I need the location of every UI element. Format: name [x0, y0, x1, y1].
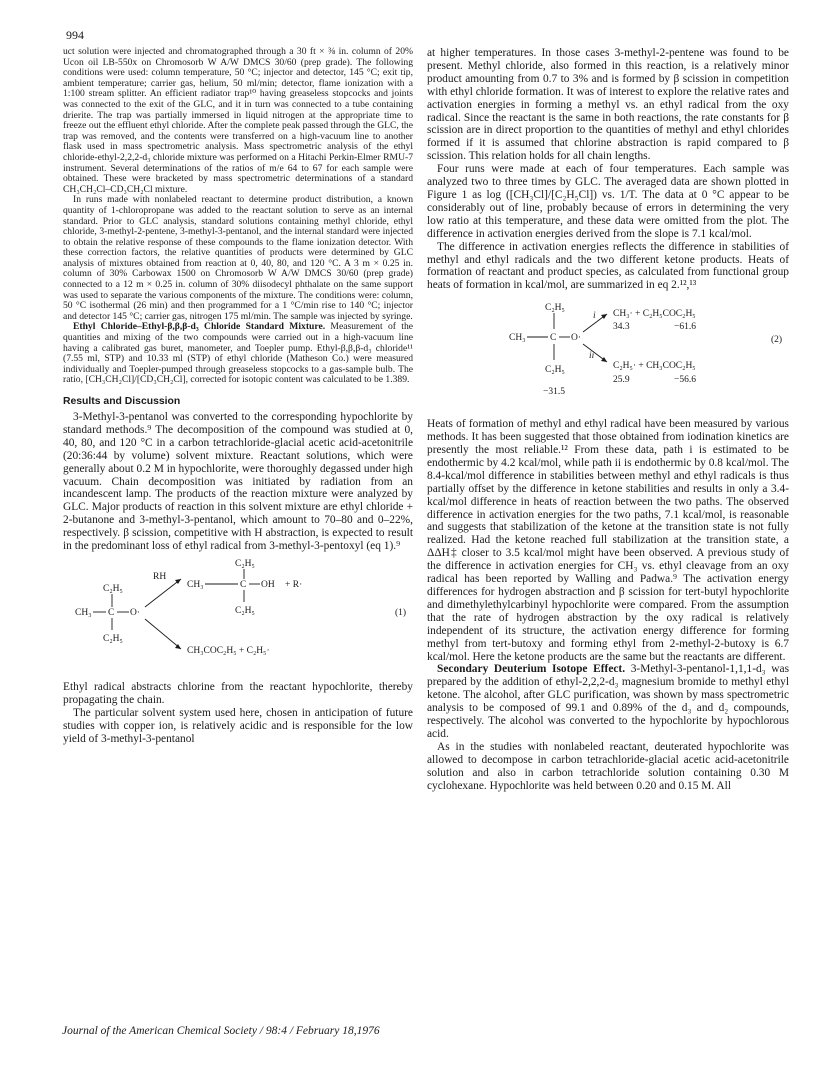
- eq1-rh-label: RH: [153, 571, 167, 582]
- equation-1-scheme: [63, 557, 413, 677]
- eq2-heat-ketone-ii: −56.6: [674, 375, 696, 386]
- eq2-heat-reactant: −31.5: [543, 387, 565, 398]
- eq1-alcohol-ethyl-top: C₂H₅: [235, 558, 255, 569]
- eq1-alcohol-oh: OH: [261, 579, 275, 590]
- experimental-paragraph-3: [63, 322, 413, 386]
- right-paragraph-1: at higher temperatures. In those cases 3-methyl-2-pentene was found to be present. Methyl chloride, also formed in this reaction, is a relatively minor product amounting from 0.7 to 3% and is formed by β scission in competition with ethyl chloride formation. It was of interest to explore the relative rates and activation energies in forming a methyl vs. an ethyl radical from the oxy radical. Since the reactant is the same in both reactions, the rate constants for β scission are in direct proportion to the quantities of methyl and ethyl chlorides formed if it is assumed that chlorine abstraction is rapid compared to β scission. This relation holds for all chain lengths.: [427, 47, 789, 163]
- eq1-alcohol-methyl: CH₃: [187, 579, 204, 590]
- eq2-methyl: CH₃: [509, 333, 526, 344]
- right-paragraph-3: The difference in activation energies reflects the difference in stabilities of methyl and ethyl radicals and the two different ketone products. Heats of formation of reactant and product species, as calculated from functional group heats of formation in kcal/mol, are summarized in eq 2.¹²,¹³: [427, 240, 789, 292]
- equation-2-scheme: [427, 296, 789, 414]
- eq1-alcohol-ethyl-bottom: C₂H₅: [235, 605, 255, 616]
- isotope-effect-text: 3-Methyl-3-pentanol-1,1,1-d₃ was prepared by the addition of ethyl-2,2,2-d₃ magnesium bromide to methyl ethyl ketone. The alcohol, after GLC purification, was shown by mass spectrometric analysis to be composed of 99.1 and 0.89% of the d₃ and d₂ compounds, respectively. The alcohol was converted to the hypochlorite by hypochlorous acid.: [427, 663, 790, 740]
- eq2-ethyl-top: C₂H₅: [545, 303, 565, 314]
- results-paragraph-2: Ethyl radical abstracts chlorine from the reactant hypochlorite, thereby propagating the chain.: [63, 680, 413, 706]
- right-paragraph-6: As in the studies with nonlabeled reactant, deuterated hypochlorite was allowed to decompose in carbon tetrachloride-glacial acetic acid-acetonitrile solution and also in carbon tetrachloride solution containing 0.30 M cyclohexane. Hypochlorite was held between 0.20 and 0.15 M. All: [427, 740, 789, 792]
- standard-mixture-text: Measurement of the quantities and mixing of the two compounds were carried out in a high-vacuum line having a calibrated gas buret, manometer, and Toepler pump. Ethyl-β,β,β-d₃ chloride¹¹ (7.55 ml, STP) and 10.33 ml (STP) of ethyl chloride (Matheson Co.) were measured individually and Toepler-pumped through greaseless stopcocks to a gas-sample bulb. The ratio, [CH₃CH₂Cl]/[CD₃CH₂Cl], corrected for isotopic content was calculated to be 1.389.: [63, 321, 414, 386]
- eq2-oxy-radical: O·: [571, 333, 582, 344]
- experimental-paragraph-2: In runs made with nonlabeled reactant to determine product distribution, a known quantity of 1-chloropropane was added to the reactant solution to serve as an internal standard. Prior to GLC analysis, standard solutions containing methyl chloride, ethyl chloride, 3-methyl-2-pentene, 3-methyl-3-pentanol, and the internal standard were injected to obtain the relative response of these compounds to the flame ionization detector. With these correction factors, the relative quantities of products were determined by GLC analysis of mixtures obtained from reaction at 0, 40, 80, and 120 °C. A 3 m × 0.25 in. column of 30% Carbowax 1500 on Chromosorb W A/W DMCS 30/60 (prep grade) connected to a 12 m × 0.25 in. column of 30% diisodecyl phthalate on the same support was used to separate the various components of the mixture. The conditions were: column, 50 °C isothermal (26 min) and then programmed for a 1 °C/min rise to 140 °C; injector and detector 145 °C; carrier gas, nitrogen 175 ml/min. The sample was injected by syringe.: [63, 194, 413, 322]
- eq2-path-ii-label: ii: [589, 351, 595, 362]
- eq2-path-ii-products: C₂H₅· + CH₃COC₂H₅: [613, 361, 696, 372]
- right-column: [427, 47, 789, 793]
- left-column: [63, 47, 413, 746]
- eq1-ethyl-bottom: C₂H₅: [103, 633, 123, 644]
- right-paragraph-2: Four runs were made at each of four temperatures. Each sample was analyzed two to three times by GLC. The averaged data are shown plotted in Figure 1 as log ([CH₃Cl]/[C₂H₅Cl]) vs. 1/T. The data at 0 °C appear to be considerably out of line, probably because of errors in determining the very low ratio at this temperature, and these data were omitted from the plot. The difference in activation energies derived from the slope is 7.1 kcal/mol.: [427, 163, 789, 240]
- eq2-central-carbon: C: [550, 333, 557, 344]
- eq1-ethyl-top: C₂H₅: [103, 583, 123, 594]
- eq2-path-i-label: i: [593, 311, 596, 322]
- eq1-plus-r-radical: + R·: [285, 579, 303, 590]
- page-number: 994: [66, 28, 84, 42]
- eq2-path-i-products: CH₃· + C₂H₅COC₂H₅: [613, 309, 696, 320]
- equation-1-diagram: [63, 557, 413, 677]
- eq1-oxy-radical: O·: [130, 607, 141, 618]
- standard-mixture-heading: Ethyl Chloride–Ethyl-β,β,β-d₃ Chloride Standard Mixture.: [73, 321, 326, 333]
- results-paragraph-1: 3-Methyl-3-pentanol was converted to the corresponding hypochlorite by standard methods.⁹ The decomposition of the compound was studied at 0, 40, 80, and 120 °C in a carbon tetrachloride-glacial acetic acid-acetonitrile (20:36:44 by volume) solvent mixture. Reactant solutions, which were generally about 0.2 M in hypochlorite, were thoroughly degassed under high vacuum. Chain decomposition was initiated by radiation from an incandescent lamp. The products of the reaction mixture were analyzed by GLC. Major products of reaction in this solvent mixture are ethyl chloride + 2-butanone and 3-methyl-3-pentanol, which amount to 70–80 and 0–22%, respectively. β scission, competitive with H abstraction, is expected to result in the predominant loss of ethyl radical from 3-methyl-3-pentoxyl (eq 1).⁹: [63, 411, 413, 553]
- eq2-heat-ketone-i: −61.6: [674, 322, 696, 333]
- results-discussion-heading: Results and Discussion: [63, 396, 181, 407]
- eq2-number: (2): [771, 335, 783, 346]
- eq1-methyl: CH₃: [75, 607, 92, 618]
- right-paragraph-5: [427, 663, 789, 740]
- eq2-heat-ch3: 34.3: [613, 322, 630, 333]
- results-paragraph-3: The particular solvent system used here, chosen in anticipation of future studies with copper ion, is relatively acidic and is responsible for the low yield of 3-methyl-3-pentanol: [63, 706, 413, 745]
- eq2-ethyl-bottom: C₂H₅: [545, 365, 565, 376]
- eq1-central-carbon: C: [108, 607, 115, 618]
- eq1-alcohol-carbon: C: [240, 579, 247, 590]
- right-paragraph-4: Heats of formation of methyl and ethyl radical have been measured by various methods. It has been suggested that those obtained from iodination kinetics are presently the most reliable.¹² From these data, path i is estimated to be endothermic by 4.2 kcal/mol, while path ii is endothermic by 0.8 kcal/mol. The 8.4-kcal/mol difference in stabilities between methyl and ethyl radicals is thus partially offset by the difference in ketone stabilities and results in only a 3.4-kcal/mol difference in heats of reaction between the two paths. The observed difference in activation energies for the two paths, 7.1 kcal/mol, is reasonable and suggests that stabilization of the ketone at the transition state is not fully realized. Had the ketone reached full stabilization at the transition state, a ΔΔH‡ closer to 3.5 kcal/mol might have been observed. A previous study of the difference in activation energies for CH₃ vs. ethyl cleavage from an oxy radical has been reported by Walling and Padwa.⁹ The activation energy differences for hydrogen abstraction and β scission for tert-butyl hypochlorite and dimethylethylcarbinyl hypochlorite were compared. From the assumption that the rate of hydrogen abstraction by the oxy radical is relatively independent of its structure, the activation energy difference for forming methyl from tert-butoxy and forming ethyl from 2-methyl-2-butoxy is 6.7 kcal/mol. Here the ketone products are the same but the reactants are different.: [427, 418, 789, 663]
- experimental-paragraph-1: uct solution were injected and chromatographed through a 30 ft × ⅜ in. column of 20% Ucon oil LB-550x on Chromosorb W A/W DMCS 30/60 (prep grade). The following conditions were used: column temperature, 50 °C; injector and detector, 145 °C; exit tip, ambient temperature; carrier gas, helium, 50 ml/min; detector, flame ionization with a 1:100 stream splitter. An efficient radiator trap¹⁰ having greaseless stopcocks and joints was connected to the exit of the GLC, and it in turn was connected to a tube containing drierite. The trap was partially immersed in liquid nitrogen at the appropriate time to freeze out the effluent ethyl chloride. After the complete peak passed through the GLC, the trap was removed, and the contents were transferred on a high-vacuum line to another flask used in mass spectrometric analysis. Mass spectrometric analysis of the ethyl chloride-ethyl-2,2,2-d₃ chloride mixture was performed on a Hitachi Perkin-Elmer RMU-7 instrument. Several determinations of the ratios of m/e 64 to 67 for each sample were obtained. These were bracketed by mass spectrometric determinations of a standard CH₃CH₂Cl–CD₃CH₂Cl mixture.: [63, 46, 413, 195]
- journal-footer: Journal of the American Chemical Society / 98:4 / February 18,1976: [62, 1025, 380, 1037]
- equation-2-diagram: [427, 296, 789, 414]
- eq1-number: (1): [395, 607, 407, 618]
- eq2-heat-c2h5: 25.9: [613, 375, 630, 386]
- eq1-scission-products: CH₃COC₂H₅ + C₂H₅·: [187, 645, 270, 656]
- isotope-effect-heading: Secondary Deuterium Isotope Effect.: [437, 663, 626, 676]
